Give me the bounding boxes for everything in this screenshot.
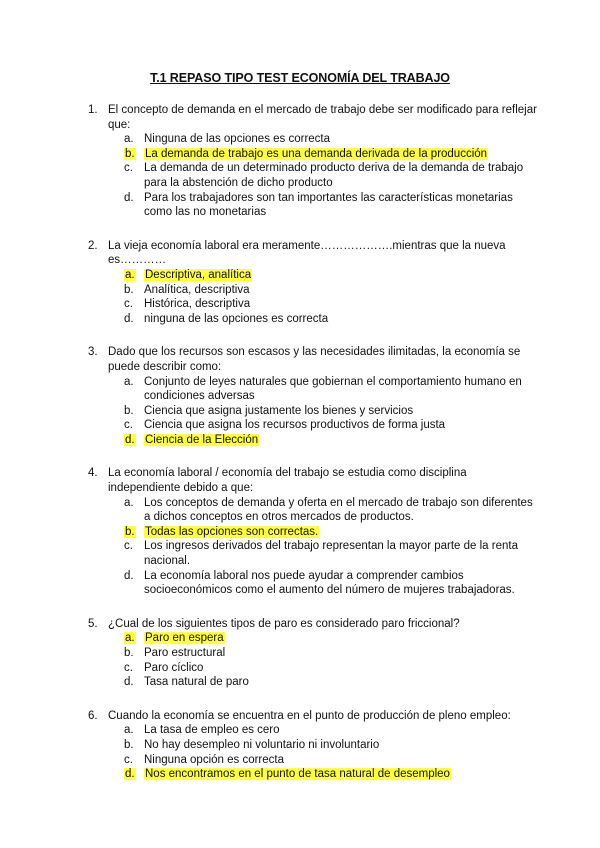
option-text-highlighted: [144, 631, 538, 646]
option-letter: [124, 631, 144, 646]
question-text: Cuando la economía se encuentra en el punto de producción de pleno empleo:: [108, 709, 511, 722]
option-4: [124, 433, 538, 448]
question-text: ¿Cual de los siguientes tipos de paro es considerado paro friccional?: [108, 617, 460, 630]
option-letter: c.: [124, 298, 133, 311]
option-list: [88, 375, 538, 448]
option-letter: [124, 525, 144, 540]
option-letter: b.: [124, 647, 134, 659]
option-2: [124, 738, 538, 753]
option-text-highlighted: [144, 433, 538, 448]
question-3: [88, 345, 538, 447]
option-letter: c.: [124, 162, 133, 175]
option-4: [124, 191, 538, 220]
question-stem: [88, 617, 538, 632]
option-4: [124, 767, 538, 782]
option-text-highlighted: [144, 767, 538, 782]
option-letter-text: d.: [125, 768, 135, 781]
option-letter-text: a.: [125, 632, 135, 645]
option-label: Los ingresos derivados del trabajo representan la mayor parte de la renta nacional.: [144, 540, 518, 568]
option-3: [124, 539, 538, 568]
option-text: [144, 661, 538, 676]
question-1: [88, 103, 538, 220]
option-text: [144, 496, 538, 525]
option-text: [144, 404, 538, 419]
option-text-highlighted: [144, 268, 538, 283]
option-text: [144, 738, 538, 753]
option-label: No hay desempleo ni voluntario ni involuntario: [144, 738, 380, 751]
option-letter-text: b.: [125, 525, 135, 538]
question-number: 2.: [88, 239, 98, 252]
option-label: La demanda de trabajo es una demanda derivada de la producción: [145, 147, 488, 160]
option-letter-text: a.: [125, 268, 135, 281]
option-letter: d.: [124, 191, 134, 204]
option-text-highlighted: [144, 525, 538, 540]
option-text: [144, 297, 538, 312]
question-number: 3.: [88, 346, 98, 359]
option-letter: b.: [124, 738, 134, 751]
option-label: La demanda de un determinado producto deriva de la demanda de trabajo para la abstención de dicho producto: [144, 162, 524, 189]
option-label: Nos encontramos en el punto de tasa natural de desempleo: [145, 768, 450, 781]
option-label: ninguna de las opciones es correcta: [144, 312, 329, 325]
document-title: T.1 REPASO TIPO TEST ECONOMÍA DEL TRABAJO: [150, 71, 450, 85]
option-label: Analítica, descriptiva: [144, 283, 250, 296]
option-3: [124, 661, 538, 676]
question-number: 1.: [88, 104, 98, 116]
option-letter: [124, 147, 144, 162]
question-6: [88, 709, 538, 782]
option-4: [124, 675, 538, 690]
option-2: [124, 646, 538, 661]
option-label: Ninguna opción es correcta: [144, 753, 284, 766]
option-4: [124, 569, 538, 598]
option-list: [88, 631, 538, 689]
option-letter: [124, 767, 144, 782]
option-letter: [124, 268, 144, 283]
option-1: [124, 723, 538, 738]
option-letter: a.: [124, 133, 134, 146]
option-list: [88, 496, 538, 598]
option-label: La tasa de empleo es cero: [144, 724, 280, 737]
option-text: [144, 161, 538, 190]
question-stem: [88, 239, 538, 268]
option-letter: d.: [124, 569, 134, 582]
question-5: [88, 617, 538, 690]
option-label: La economía laboral nos puede ayudar a comprender cambios socioeconómicos como el aumento del número de mujeres trabajadoras.: [144, 569, 515, 597]
option-text: [144, 418, 538, 433]
option-text: [144, 646, 538, 661]
option-text: [144, 375, 538, 404]
option-2: [124, 147, 538, 162]
option-letter: a.: [124, 375, 134, 388]
option-letter: d.: [124, 312, 134, 325]
option-text-highlighted: [144, 147, 538, 162]
option-label: Paro cíclico: [144, 661, 204, 674]
option-3: [124, 418, 538, 433]
option-label: Ciencia de la Elección: [145, 433, 259, 446]
option-2: [124, 404, 538, 419]
question-text: Dado que los recursos son escasos y las necesidades ilimitadas, la economía se puede describir como:: [108, 346, 521, 373]
option-text: [144, 191, 538, 220]
option-text: [144, 132, 538, 147]
question-4: [88, 466, 538, 597]
option-3: [124, 161, 538, 190]
question-stem: [88, 709, 538, 724]
option-text: [144, 675, 538, 690]
option-text: [144, 753, 538, 768]
option-text: [144, 283, 538, 298]
option-letter: c.: [124, 661, 133, 674]
option-1: [124, 375, 538, 404]
question-stem: [88, 466, 538, 495]
option-label: Los conceptos de demanda y oferta en el mercado de trabajo son diferentes a dichos conceptos en otros mercados de productos.: [144, 496, 533, 524]
question-list: [88, 103, 538, 801]
option-list: [88, 132, 538, 220]
option-label: Ninguna de las opciones es correcta: [144, 133, 331, 146]
option-text: [144, 723, 538, 738]
option-letter: c.: [124, 540, 133, 553]
option-letter: d.: [124, 676, 134, 689]
option-2: [124, 525, 538, 540]
option-letter: c.: [124, 419, 133, 432]
option-3: [124, 753, 538, 768]
question-stem: [88, 103, 538, 132]
option-label: Conjunto de leyes naturales que gobiernan el comportamiento humano en condiciones adversas: [144, 375, 522, 403]
option-label: Descriptiva, analítica: [145, 268, 252, 281]
question-2: [88, 239, 538, 327]
option-label: Paro en espera: [145, 632, 224, 645]
option-1: [124, 631, 538, 646]
option-label: Todas las opciones son correctas.: [145, 525, 319, 538]
option-2: [124, 283, 538, 298]
question-number: 5.: [88, 617, 98, 630]
option-label: Paro estructural: [144, 647, 226, 659]
option-letter: a.: [124, 496, 134, 509]
question-text: La economía laboral / economía del trabajo se estudia como disciplina independiente debido a que:: [108, 467, 467, 495]
question-text: La vieja economía laboral era meramente……………….mientras que la nueva es…………: [108, 239, 506, 267]
option-4: [124, 312, 538, 327]
option-text: [144, 312, 538, 327]
option-letter: c.: [124, 753, 133, 766]
option-label: Histórica, descriptiva: [144, 298, 251, 311]
option-list: [88, 723, 538, 781]
option-letter-text: d.: [125, 433, 135, 446]
option-letter: b.: [124, 404, 134, 417]
option-3: [124, 297, 538, 312]
option-1: [124, 268, 538, 283]
question-number: 4.: [88, 467, 98, 480]
option-text: [144, 539, 538, 568]
option-letter: a.: [124, 724, 134, 737]
option-label: Ciencia que asigna justamente los bienes y servicios: [144, 404, 414, 417]
question-text: El concepto de demanda en el mercado de trabajo debe ser modificado para reflejar que:: [108, 104, 537, 131]
option-label: Tasa natural de paro: [144, 676, 249, 689]
option-letter: b.: [124, 283, 134, 296]
option-label: Para los trabajadores son tan importantes las características monetarias como las no monetarias: [144, 191, 513, 219]
option-letter: [124, 433, 144, 448]
option-list: [88, 268, 538, 326]
option-text: [144, 569, 538, 598]
question-stem: [88, 345, 538, 374]
option-letter-text: b.: [125, 147, 135, 160]
option-1: [124, 496, 538, 525]
option-1: [124, 132, 538, 147]
question-number: 6.: [88, 709, 98, 722]
option-label: Ciencia que asigna los recursos productivos de forma justa: [144, 419, 446, 432]
